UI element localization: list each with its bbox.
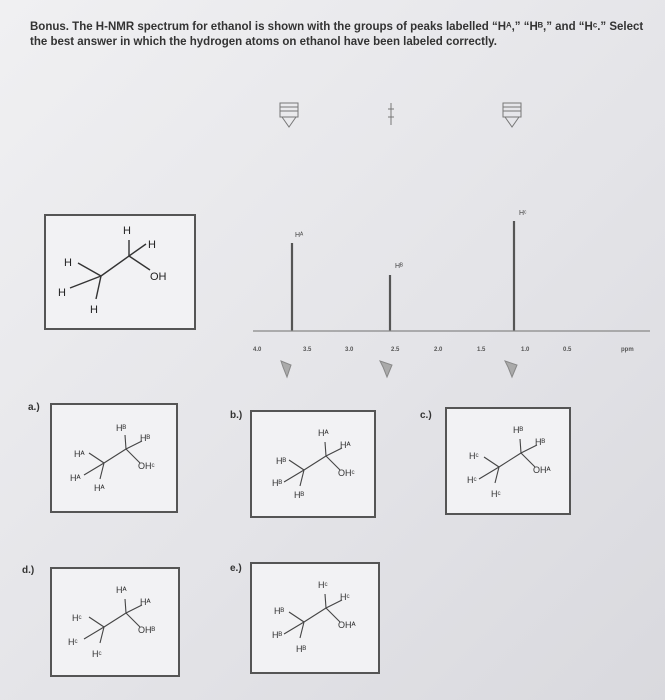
option-c-box[interactable] [445,407,571,515]
label-h: Hᶜ [68,637,78,647]
peak-label-b: Hᴮ [395,263,403,270]
label-h: Hᴬ [74,449,85,459]
label-h: Hᴮ [296,644,307,654]
option-c-structure [447,409,569,513]
option-d-label: d.) [22,565,35,576]
svg-text:1.0: 1.0 [521,347,530,353]
svg-text:3.0: 3.0 [345,347,354,353]
label-oh: OHᴬ [533,465,551,475]
label-h: Hᴮ [513,425,524,435]
label-h: Hᴮ [274,606,285,616]
label-h: Hᴮ [116,423,127,433]
label-h: Hᴮ [272,478,283,488]
atom-h: H [148,239,156,251]
svg-text:0.5: 0.5 [563,347,572,353]
svg-text:3.5: 3.5 [303,347,312,353]
atom-h: H [64,257,72,269]
option-d-box[interactable] [50,567,180,677]
label-h: Hᴮ [272,630,283,640]
option-e-box[interactable] [250,562,380,674]
ethanol-structure-box [44,214,196,330]
option-c-label: c.) [420,410,432,421]
integration-marks [280,103,521,127]
label-oh: OHᶜ [138,461,155,471]
nmr-spectrum [245,95,655,385]
label-h: Hᴮ [276,456,287,466]
svg-text:4.0: 4.0 [253,347,262,353]
option-b-label: b.) [230,410,243,421]
atom-h: H [123,225,131,237]
label-oh: OHᶜ [338,468,355,478]
svg-text:2.0: 2.0 [434,347,443,353]
label-oh: OHᴬ [338,620,356,630]
label-h: Hᴬ [116,585,127,595]
atom-h: H [90,304,98,316]
label-oh: OHᴮ [138,625,156,635]
svg-text:1.5: 1.5 [477,347,486,353]
question-text: Bonus. The H-NMR spectrum for ethanol is shown with the groups of peaks labelled “Hᴬ,” “Hᴮ,” and “Hᶜ.” Select the best answer in which the hydrogen atoms on ethanol have been labeled correctly. [30,21,644,48]
svg-text:ppm: ppm [621,347,634,353]
label-h: Hᶜ [469,451,479,461]
option-b-structure [252,412,374,516]
option-a-structure [52,405,176,511]
spectrum-peaks [292,221,514,331]
option-a-box[interactable] [50,403,178,513]
label-h: Hᴬ [70,473,81,483]
label-h: Hᶜ [467,475,477,485]
label-h: Hᴮ [294,490,305,500]
ppm-axis [253,347,634,353]
option-e-structure [252,564,378,672]
label-h: Hᴬ [140,597,151,607]
atom-oh: OH [150,271,167,283]
integration-curls [281,361,517,377]
atom-h: H [58,287,66,299]
peak-label-c: Hᶜ [519,210,527,217]
peak-label-a: Hᴬ [295,232,304,239]
label-h: Hᶜ [318,580,328,590]
label-h: Hᴬ [94,483,105,493]
label-h: Hᴮ [535,437,546,447]
label-h: Hᶜ [92,649,102,659]
option-a-label: a.) [28,402,40,413]
label-h: Hᶜ [491,489,501,499]
option-b-box[interactable] [250,410,376,518]
label-h: Hᶜ [72,613,82,623]
ethanol-structure [46,216,194,328]
label-h: Hᶜ [340,592,350,602]
option-d-structure [52,569,178,675]
svg-text:2.5: 2.5 [391,347,400,353]
label-h: Hᴬ [318,428,329,438]
label-h: Hᴬ [340,440,351,450]
option-e-label: e.) [230,563,242,574]
label-h: Hᴮ [140,433,151,443]
